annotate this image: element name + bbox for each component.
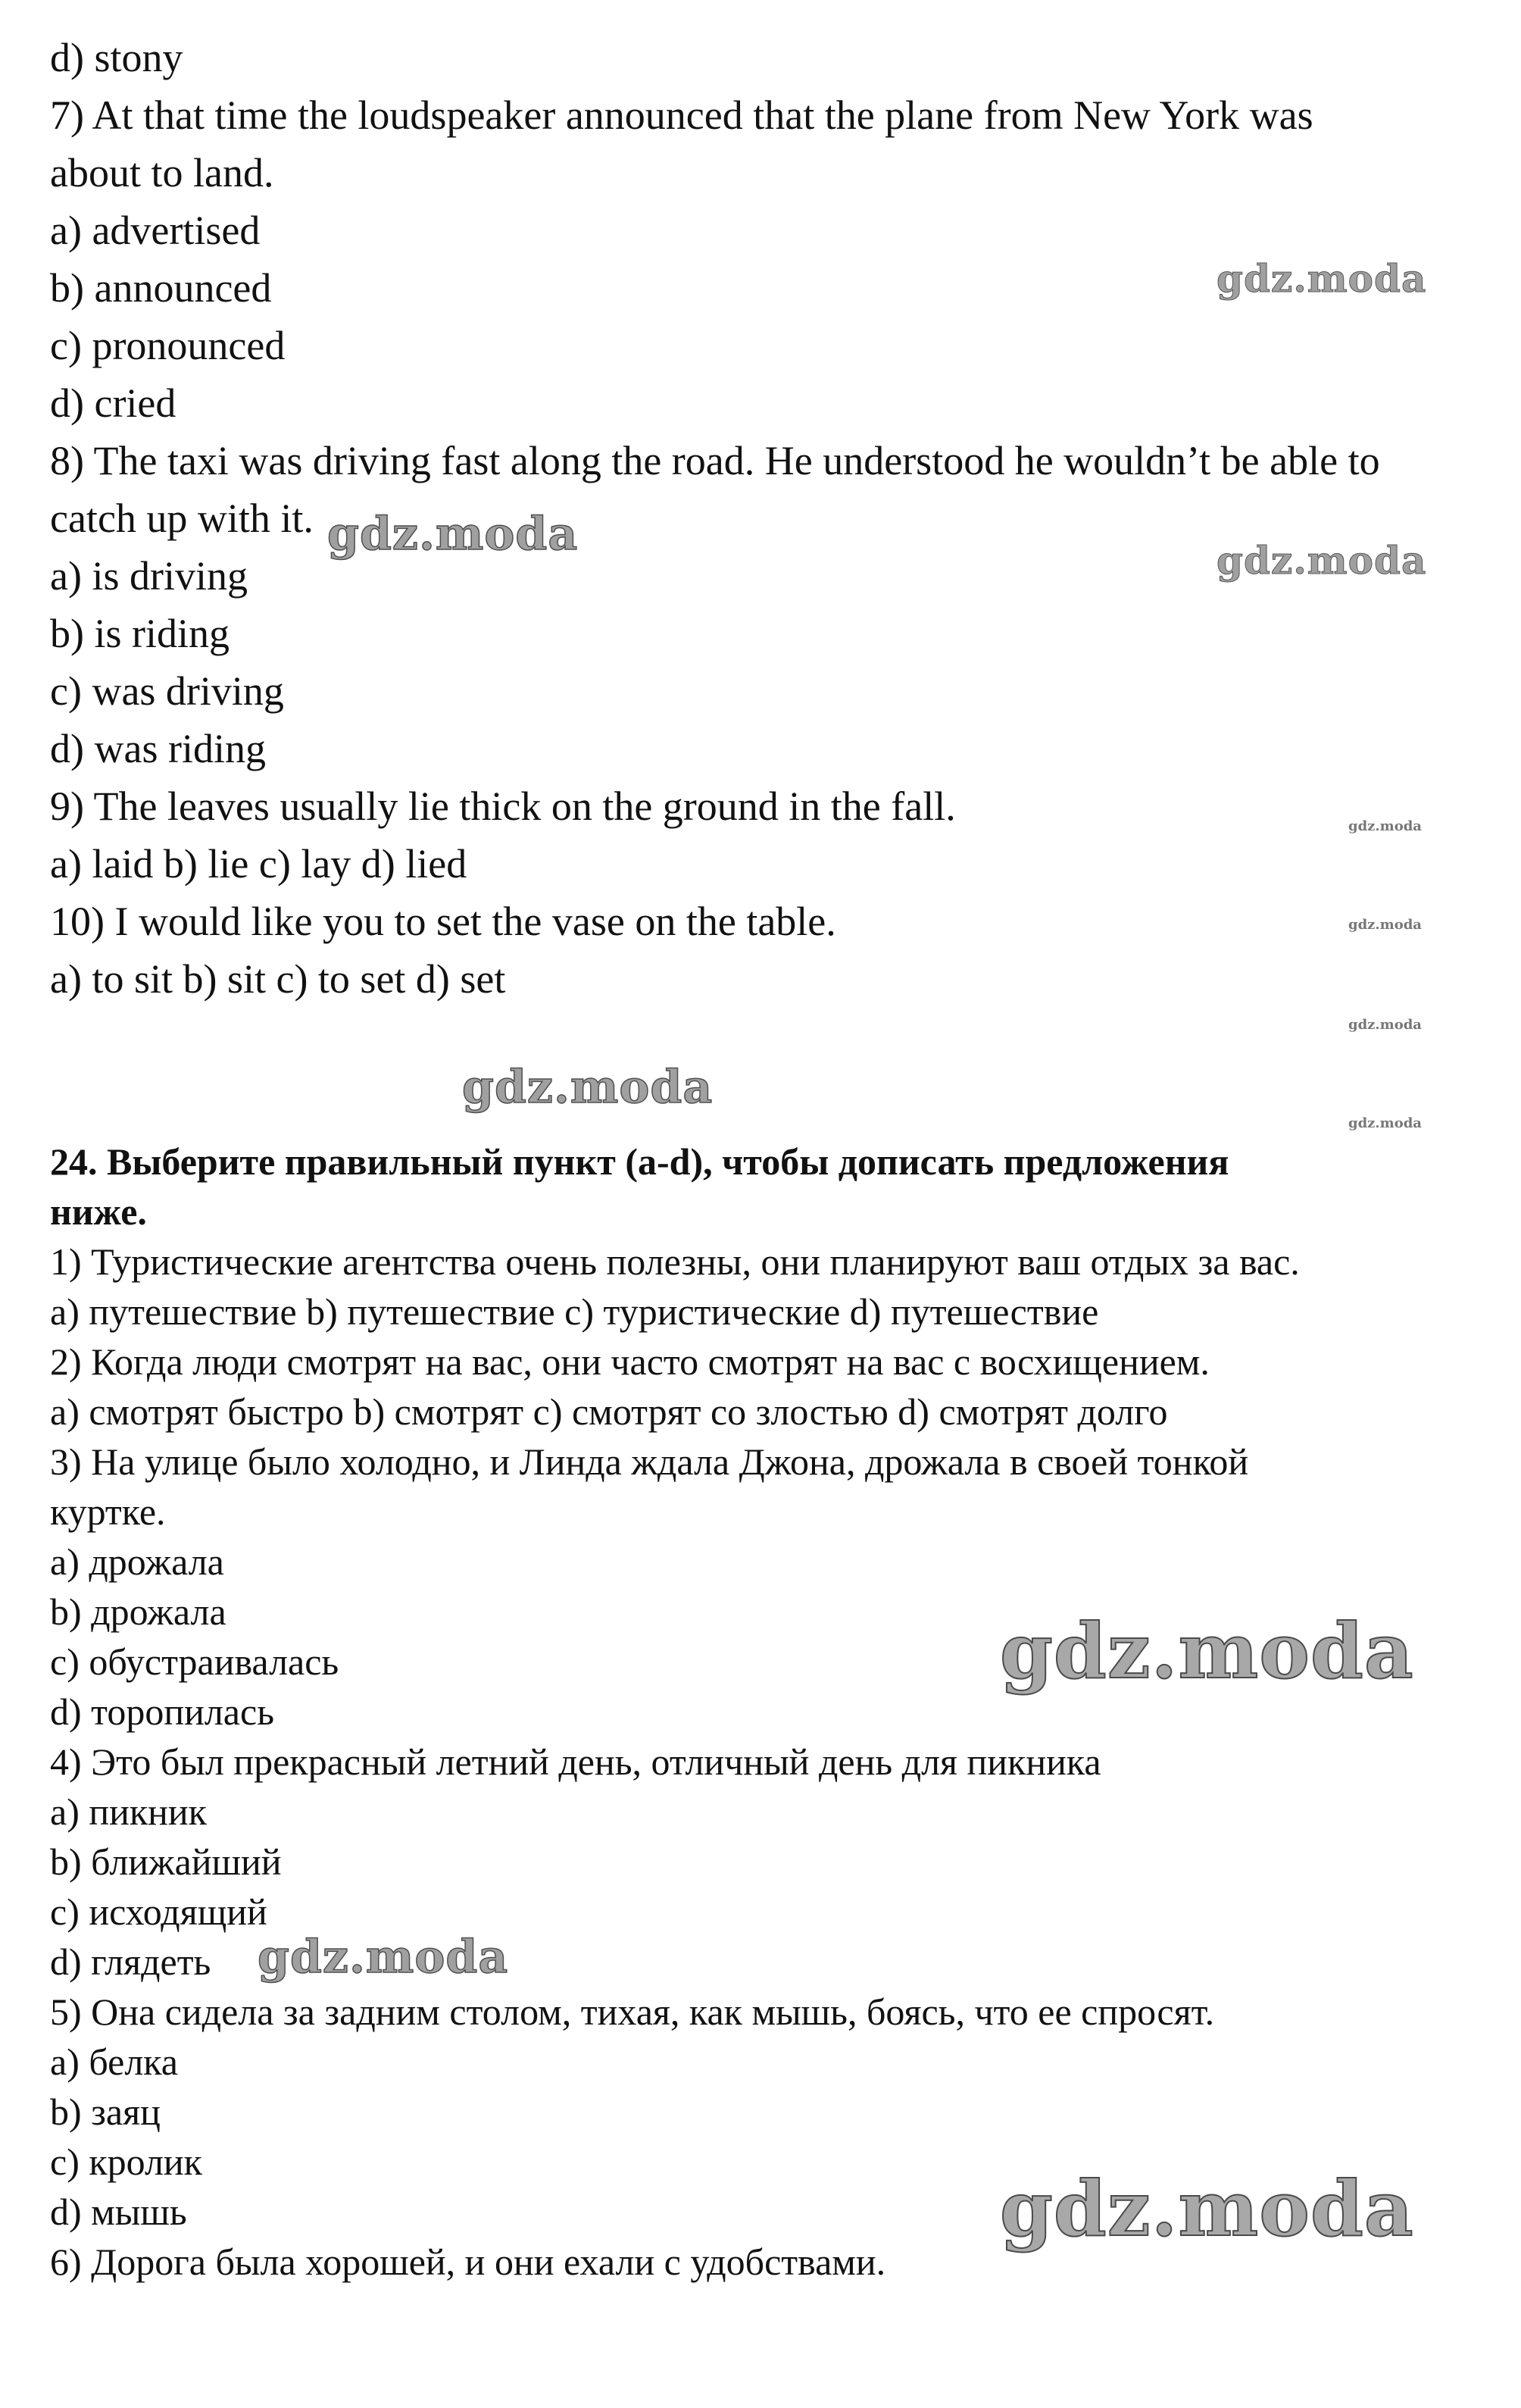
question-line: 2) Когда люди смотрят на вас, они часто смотрят на вас с восхищением. <box>50 1340 1210 1383</box>
option-line: a) смотрят быстро b) смотрят c) смотрят со злостью d) смотрят долго <box>50 1390 1168 1433</box>
question-line: 4) Это был прекрасный летний день, отличный день для пикника <box>50 1740 1101 1783</box>
option-line: a) дрожала <box>50 1540 224 1583</box>
watermark: gdz.moda <box>327 508 579 561</box>
option-line: a) путешествие b) путешествие c) туристические d) путешествие <box>50 1290 1099 1333</box>
watermark: gdz.moda <box>462 1061 714 1114</box>
option-line: d) cried <box>50 380 176 426</box>
watermark: gdz.moda <box>1216 538 1427 583</box>
watermark: gdz.moda <box>1348 917 1422 933</box>
option-line: a) пикник <box>50 1790 207 1833</box>
watermark: gdz.moda <box>258 1931 509 1984</box>
watermark: gdz.moda <box>1216 256 1427 301</box>
option-line: d) глядеть <box>50 1940 211 1983</box>
section-heading: 24. Выберите правильный пункт (a-d), чтобы дописать предложения <box>50 1140 1229 1183</box>
option-line: b) is riding <box>50 611 230 656</box>
watermark: gdz.moda <box>1348 1115 1422 1131</box>
question-line: 9) The leaves usually lie thick on the ground in the fall. <box>50 783 956 829</box>
option-line: a) laid b) lie c) lay d) lied <box>50 841 467 887</box>
option-line: a) advertised <box>50 208 261 253</box>
option-line: b) дрожала <box>50 1590 226 1633</box>
option-line: a) to sit b) sit c) to set d) set <box>50 956 506 1002</box>
question-line: 5) Она сидела за задним столом, тихая, как мышь, боясь, что ее спросят. <box>50 1991 1215 2033</box>
option-line: a) белка <box>50 2041 178 2083</box>
option-line: c) исходящий <box>50 1890 267 1933</box>
section-heading: ниже. <box>50 1190 147 1233</box>
option-line: d) was riding <box>50 726 266 771</box>
question-line: куртке. <box>50 1490 166 1533</box>
question-line: catch up with it. <box>50 496 314 541</box>
question-line: 7) At that time the loudspeaker announced that the plane from New York was <box>50 92 1313 138</box>
option-line: d) торопилась <box>50 1690 274 1733</box>
question-line: 3) На улице было холодно, и Линда ждала Джона, дрожала в своей тонкой <box>50 1440 1249 1483</box>
question-line: 10) I would like you to set the vase on the table. <box>50 899 836 944</box>
watermark: gdz.moda <box>1000 1606 1414 1696</box>
question-line: 1) Туристические агентства очень полезны, они планируют ваш отдых за вас. <box>50 1240 1300 1283</box>
watermark: gdz.moda <box>1348 818 1422 834</box>
question-line: 6) Дорога была хорошей, и они ехали с удобствами. <box>50 2241 886 2283</box>
watermark: gdz.moda <box>1348 1017 1422 1033</box>
option-line: a) is driving <box>50 553 248 599</box>
option-line: c) кролик <box>50 2141 202 2183</box>
option-line: c) pronounced <box>50 323 286 368</box>
option-line: d) stony <box>50 35 183 80</box>
option-line: b) заяц <box>50 2091 161 2133</box>
option-line: b) ближайший <box>50 1840 282 1883</box>
question-line: 8) The taxi was driving fast along the road. He understood he wouldn’t be able to <box>50 438 1380 483</box>
question-line: about to land. <box>50 150 274 195</box>
watermark: gdz.moda <box>1000 2164 1414 2253</box>
option-line: c) обустраивалась <box>50 1640 339 1683</box>
option-line: d) мышь <box>50 2191 187 2233</box>
option-line: b) announced <box>50 265 272 311</box>
option-line: c) was driving <box>50 668 284 714</box>
